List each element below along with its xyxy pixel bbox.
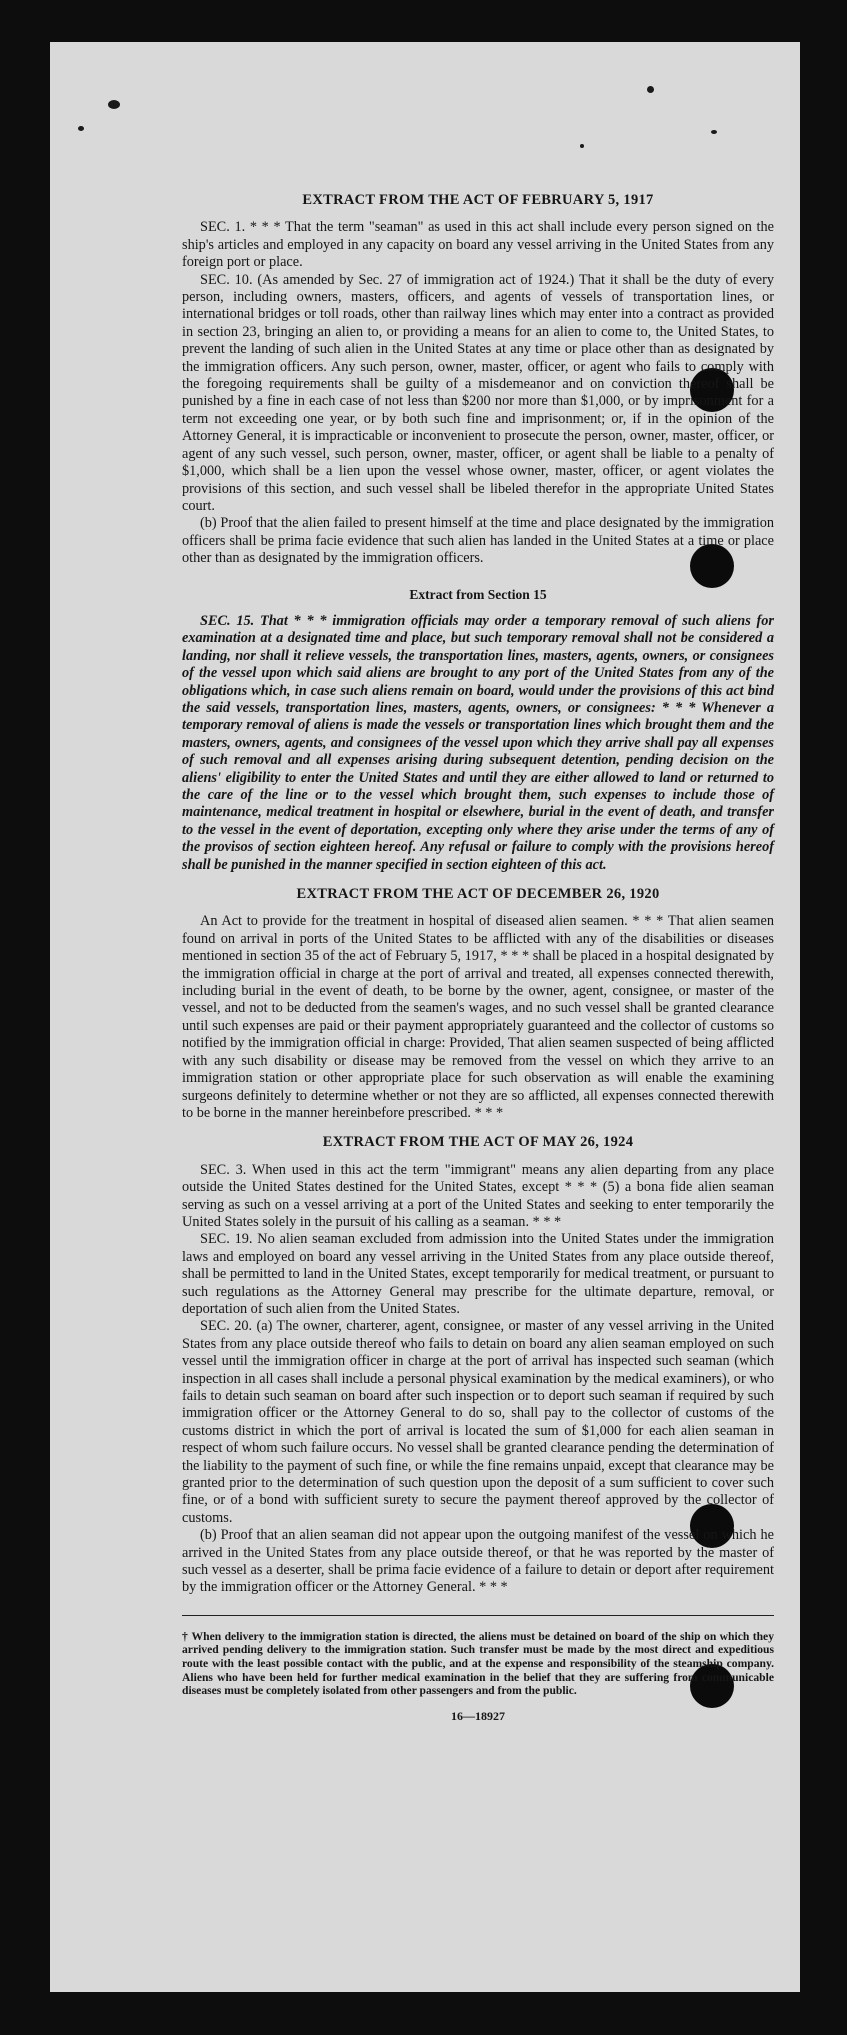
- paragraph-sec-10: SEC. 10. (As amended by Sec. 27 of immigration act of 1924.) That it shall be the duty of every person, including owners, masters, officers, and agents of vessels of transportation lines, or international bridges or toll roads, other than railway lines which may enter into a contract as provided in section 23, bringing an alien to, or providing a means for an alien to come to, the United States, to prevent the landing of such alien in the United States at any time or place other than as designated by the immigration officers. Any such person, owner, master, officer, or agent who fails to comply with the foregoing requirements shall be guilty of a misdemeanor and on conviction thereof shall be punished by a fine in each case of not less than $200 nor more than $1,000, or by imprisonment for a term not exceeding one year, or by both such fine and imprisonment; or, if in the opinion of the Attorney General, it is impracticable or inconvenient to prosecute the person, owner, master, officer, or agent of any such vessel, such person, owner, master, officer, or agent shall be liable to a penalty of $1,000, which shall be a lien upon the vessel whose owner, master, officer, or agent violates the provisions of this section, and such vessel shall be libeled therefor in the appropriate United States court.: [182, 271, 774, 514]
- ink-speck: [580, 144, 584, 148]
- section-subheading: Extract from Section 15: [409, 586, 547, 602]
- ink-speck: [78, 126, 84, 131]
- form-number: 16—18927: [451, 1708, 505, 1723]
- document-text: [182, 192, 774, 1725]
- paragraph-sec-15: SEC. 15. That * * * immigration officials may order a temporary removal of such aliens for examination at a designated time and place, but such temporary removal shall not be considered a landing, nor shall it relieve vessels, the transportation lines, masters, agents, owners, or consignees of the vessel upon which said aliens are brought to any port of the United States from any of the obligations which, in case such aliens remain on board, would under the provisions of this act bind the said vessels, transportation lines, masters, agents, owners, or consignees: * * * Whenever a temporary removal of aliens is made the vessels or transportation lines which brought them and the masters, owners, agents, and consignees of the vessel upon which they arrive shall pay all expenses of such removal and all expenses arising during subsequent detention, pending decision on the aliens' eligibility to enter the United States and until they are either allowed to land or returned to the care of the line or to the vessel which brought them, such expenses to include those of maintenance, medical treatment in hospital or elsewhere, burial in the event of death, and transfer to the vessel in the event of deportation, excepting only where they arise under the terms of any of the provisos of section eighteen hereof. Any refusal or failure to comply with the provisions hereof shall be punished in the manner specified in section eighteen of this act.: [182, 612, 774, 873]
- ink-speck: [711, 130, 717, 134]
- paragraph-act-1920: An Act to provide for the treatment in hospital of diseased alien seamen. * * * That alien seamen found on arrival in ports of the United States to be afflicted with any of the disabilities or diseases mentioned in section 35 of the act of February 5, 1917, * * * shall be placed in a hospital designated by the immigration official in charge at the port of arrival and treated, all expenses connected therewith, including burial in the event of death, to be borne by the owner, agent, consignee, or master of the vessel, and not to be deducted from the seamen's wages, and no such vessel shall be granted clearance until such expenses are paid or their payment appropriately guaranteed and the collector of customs so notified by the immigration official in charge: Provided, That alien seamen suspected of being afflicted with any such disability or disease may be removed from the vessel on which they arrive to an immigration station or other appropriate place for such observation as will enable the examining surgeons definitely to determine whether or not they are so afflicted, all expenses connected therewith to be borne in the manner hereinbefore prescribed. * * *: [182, 913, 774, 1121]
- paragraph-sec-19: SEC. 19. No alien seaman excluded from admission into the United States under the immigration laws and employed on board any vessel arriving in the United States from any place outside thereof, shall be permitted to land in the United States, except temporarily for medical treatment, or pursuant to such regulations as the Attorney General may prescribe for the ultimate departure, removal, or deportation of such alien from the United States.: [182, 1231, 774, 1317]
- paragraph-sec-3: SEC. 3. When used in this act the term "immigrant" means any alien departing from any place outside the United States destined for the United States, except * * * (5) a bona fide alien seaman serving as such on a vessel arriving at a port of the United States and seeking to enter temporarily the United States solely in the pursuit of his calling as a seaman. * * *: [182, 1161, 774, 1230]
- paragraph-sec-20-b: (b) Proof that an alien seaman did not appear upon the outgoing manifest of the vessel on which he arrived in the United States from any place outside thereof, or that he was reported by the master of such vessel as a deserter, shall be prima facie evidence of a failure to detain or deport after requirement by the immigration officer or the Attorney General. * * *: [182, 1527, 774, 1596]
- section-heading: EXTRACT FROM THE ACT OF MAY 26, 1924: [322, 1134, 634, 1151]
- paragraph-sec-10-b: (b) Proof that the alien failed to present himself at the time and place designated by the immigration officers shall be prima facie evidence that such alien has landed in the United States at a time or place other than as designated by the immigration officers.: [182, 515, 774, 567]
- footnote-divider: [182, 1615, 774, 1616]
- ink-speck: [647, 86, 654, 93]
- footnote: † When delivery to the immigration station is directed, the aliens must be detained on board of the ship on which they arrived pending delivery to the immigration station. Such transfer must be made by the most direct and expeditious route with the least possible contact with the public, and at the expense and responsibility of the steamship company. Aliens who have been held for further medical examination in the belief that they are suffering from communicable diseases must be completely isolated from other passengers and from the public.: [182, 1629, 774, 1698]
- document-page: [50, 42, 800, 1992]
- section-heading: EXTRACT FROM THE ACT OF FEBRUARY 5, 1917: [302, 192, 654, 208]
- section-heading: EXTRACT FROM THE ACT OF DECEMBER 26, 1920: [296, 886, 660, 903]
- paragraph-sec-20-a: SEC. 20. (a) The owner, charterer, agent, consignee, or master of any vessel arriving in the United States from any place outside thereof who fails to detain on board any alien seaman employed on such vessel until the immigration officer in charge at the port of arrival has inspected such seaman (which inspection in all cases shall include a personal physical examination by the medical examiners), or who fails to detain such seaman on board after such inspection or to deport such seaman if required by such immigration officer or the Attorney General to do so, shall pay to the collector of customs of the customs district in which the port of arrival is located the sum of $1,000 for each alien seaman in respect of whom such failure occurs. No vessel shall be granted clearance pending the determination of the liability to the payment of such fine, or while the fine remains unpaid, except that clearance may be granted prior to the determination of such question upon the deposit of a sum sufficient to cover such fine, or of a bond with sufficient surety to secure the payment thereof approved by the collector of customs.: [182, 1318, 774, 1526]
- ink-speck: [108, 100, 120, 109]
- paragraph-sec-1: SEC. 1. * * * That the term "seaman" as used in this act shall include every person signed on the ship's articles and employed in any capacity on board any vessel arriving in the United States from any foreign port or place.: [182, 219, 774, 271]
